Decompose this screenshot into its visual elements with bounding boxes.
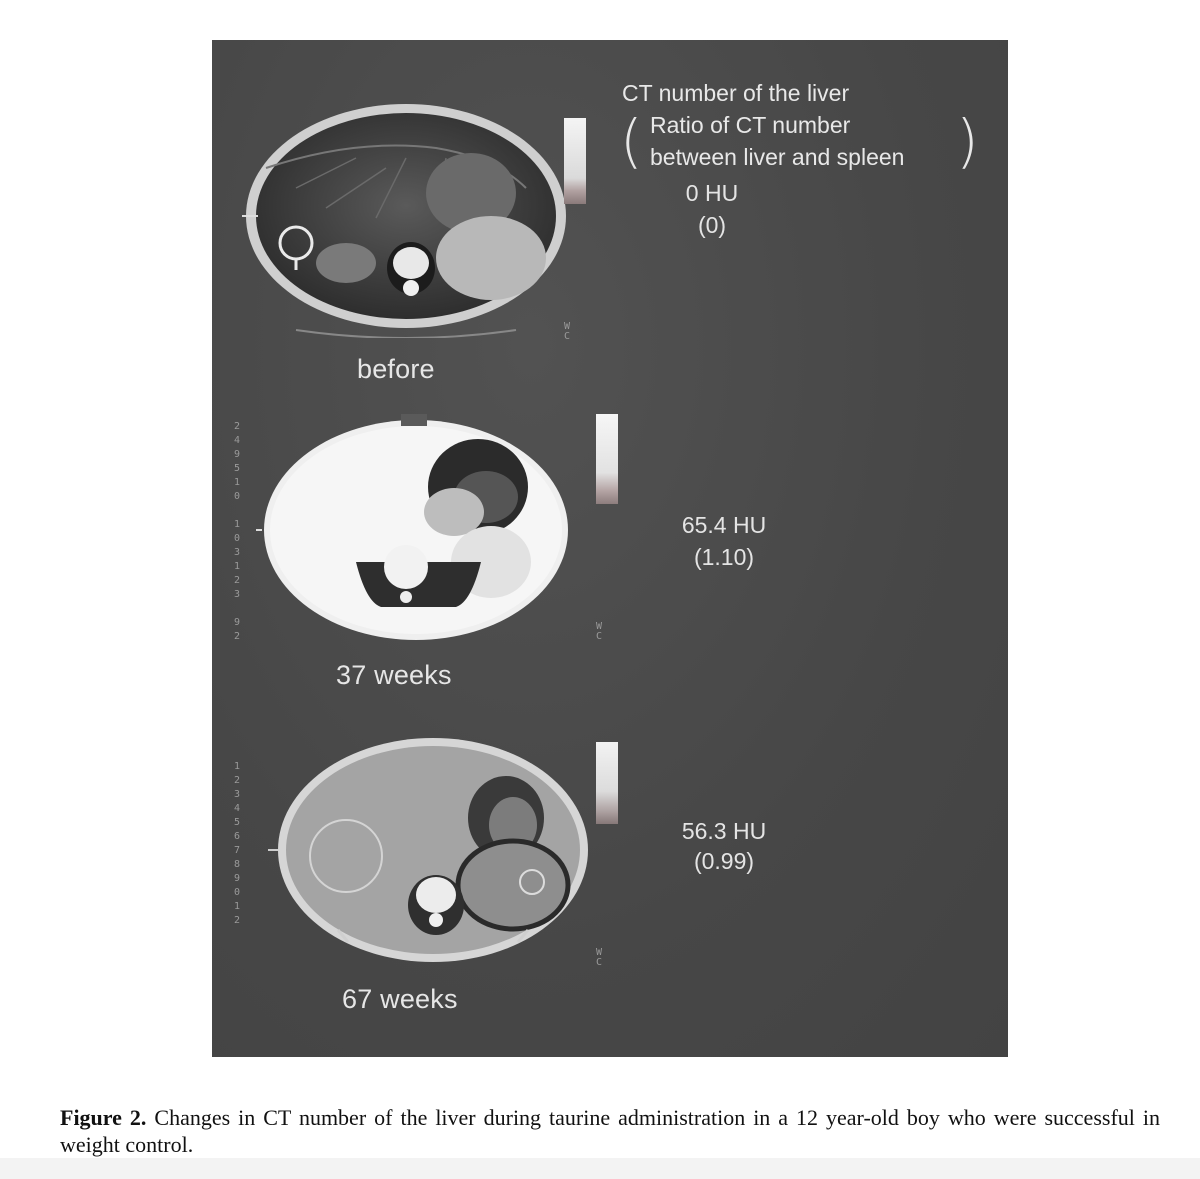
- hu-value-67-weeks: 56.3 HU: [681, 818, 767, 844]
- intensity-scale-bar: [564, 118, 586, 204]
- hu-value-37-weeks: 65.4 HU: [681, 512, 767, 538]
- ratio-value-67-weeks: (0.99): [693, 848, 755, 874]
- figure-caption: [60, 1104, 1160, 1158]
- legend-title: CT number of the liver: [622, 80, 850, 106]
- wc-mark: W C: [596, 947, 603, 968]
- ct-scan-before: [236, 98, 576, 338]
- ratio-value-before: (0): [697, 212, 727, 238]
- legend-ratio-line: Ratio of CT number: [650, 112, 851, 138]
- scan-label-67-weeks: 67 weeks: [342, 984, 458, 1014]
- legend-open-paren: (: [620, 107, 643, 175]
- scan-label-37-weeks: 37 weeks: [336, 660, 452, 690]
- figure-number: Figure 2.: [60, 1105, 147, 1130]
- intensity-scale-bar: [596, 742, 618, 824]
- ct-scan-37-weeks: [256, 412, 576, 648]
- scan-label-before: before: [357, 354, 435, 384]
- intensity-scale-bar: [596, 414, 618, 504]
- legend-close-paren: ): [956, 107, 979, 175]
- wc-mark: W C: [564, 321, 571, 342]
- figure-panel: [212, 40, 1008, 1057]
- ratio-value-37-weeks: (1.10): [693, 544, 755, 570]
- legend-ratio-line-2: between liver and spleen: [650, 144, 905, 170]
- scan-edge-marks: 2 4 9 5 1 0 1 0 3 1 2 3 9 2: [234, 421, 241, 642]
- hu-value-before: 0 HU: [685, 180, 739, 206]
- ct-scan-67-weeks: [268, 730, 598, 970]
- wc-mark: W C: [596, 621, 603, 642]
- scan-edge-marks: 1 2 3 4 5 6 7 8 9 0 1 2: [234, 761, 241, 926]
- caption-text: Changes in CT number of the liver during taurine administration in a 12 year-old boy who were successful in weight control.: [60, 1105, 1160, 1157]
- page-bottom-band: [0, 1158, 1200, 1179]
